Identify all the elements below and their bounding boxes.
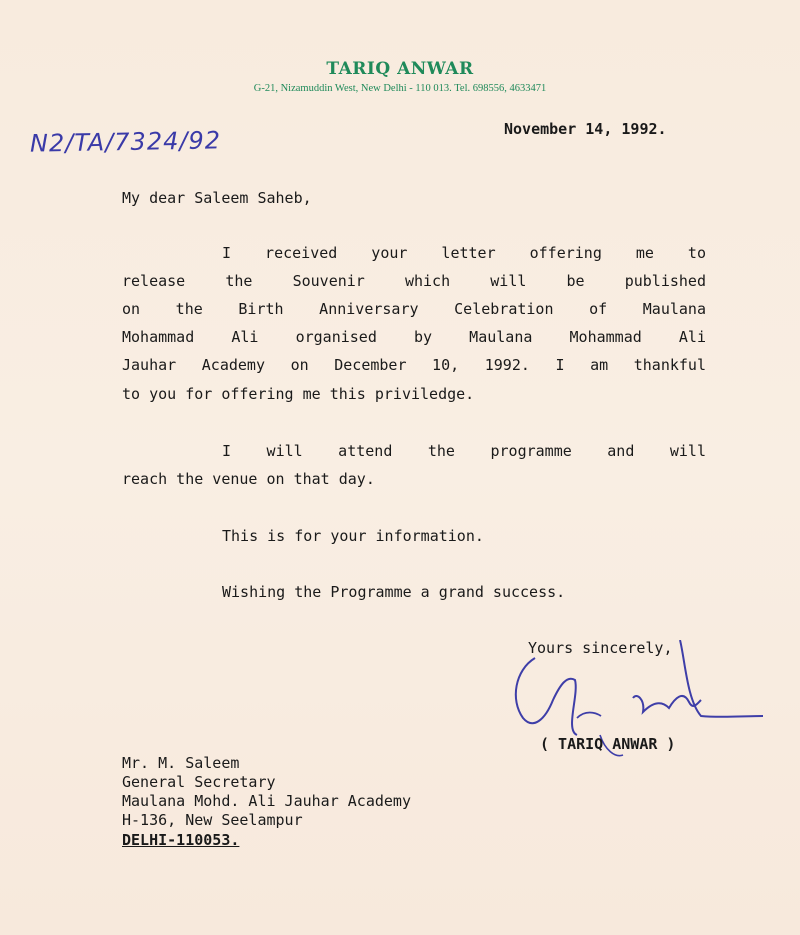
paragraph-4: Wishing the Programme a grand success. <box>222 583 566 601</box>
recipient-street: H-136, New Seelampur <box>122 811 303 829</box>
salutation: My dear Saleem Saheb, <box>122 189 312 207</box>
paragraph-1-line-1: I received your letter offering me to <box>222 244 706 262</box>
paragraph-1-line-3: on the Birth Anniversary Celebration of Maulana <box>122 300 706 318</box>
paragraph-1-line-2: release the Souvenir which will be published <box>122 272 706 290</box>
letterhead-name: TARIQ ANWAR <box>326 59 474 79</box>
paragraph-3: This is for your information. <box>222 527 484 545</box>
paragraph-2-line-1: I will attend the programme and will <box>222 442 706 460</box>
closing: Yours sincerely, <box>528 639 673 657</box>
paragraph-2-line-2: reach the venue on that day. <box>122 470 375 488</box>
recipient-city: DELHI-110053. <box>122 831 240 849</box>
letterhead-address: G-21, Nizamuddin West, New Delhi - 110 013. Tel. 698556, 4633471 <box>253 83 547 94</box>
paragraph-1-line-6: to you for offering me this priviledge. <box>122 385 475 403</box>
letter-date: November 14, 1992. <box>504 120 667 138</box>
recipient-title: General Secretary <box>122 773 276 791</box>
signatory-name: ( TARIQ ANWAR ) <box>540 735 676 753</box>
handwritten-reference: N2/TA/7324/92 <box>29 126 222 158</box>
recipient-organization: Maulana Mohd. Ali Jauhar Academy <box>122 792 411 810</box>
paragraph-1-line-4: Mohammad Ali organised by Maulana Mohammad Ali <box>122 328 706 346</box>
paragraph-1-line-5: Jauhar Academy on December 10, 1992. I am thankful <box>122 356 706 374</box>
recipient-name: Mr. M. Saleem <box>122 754 240 772</box>
